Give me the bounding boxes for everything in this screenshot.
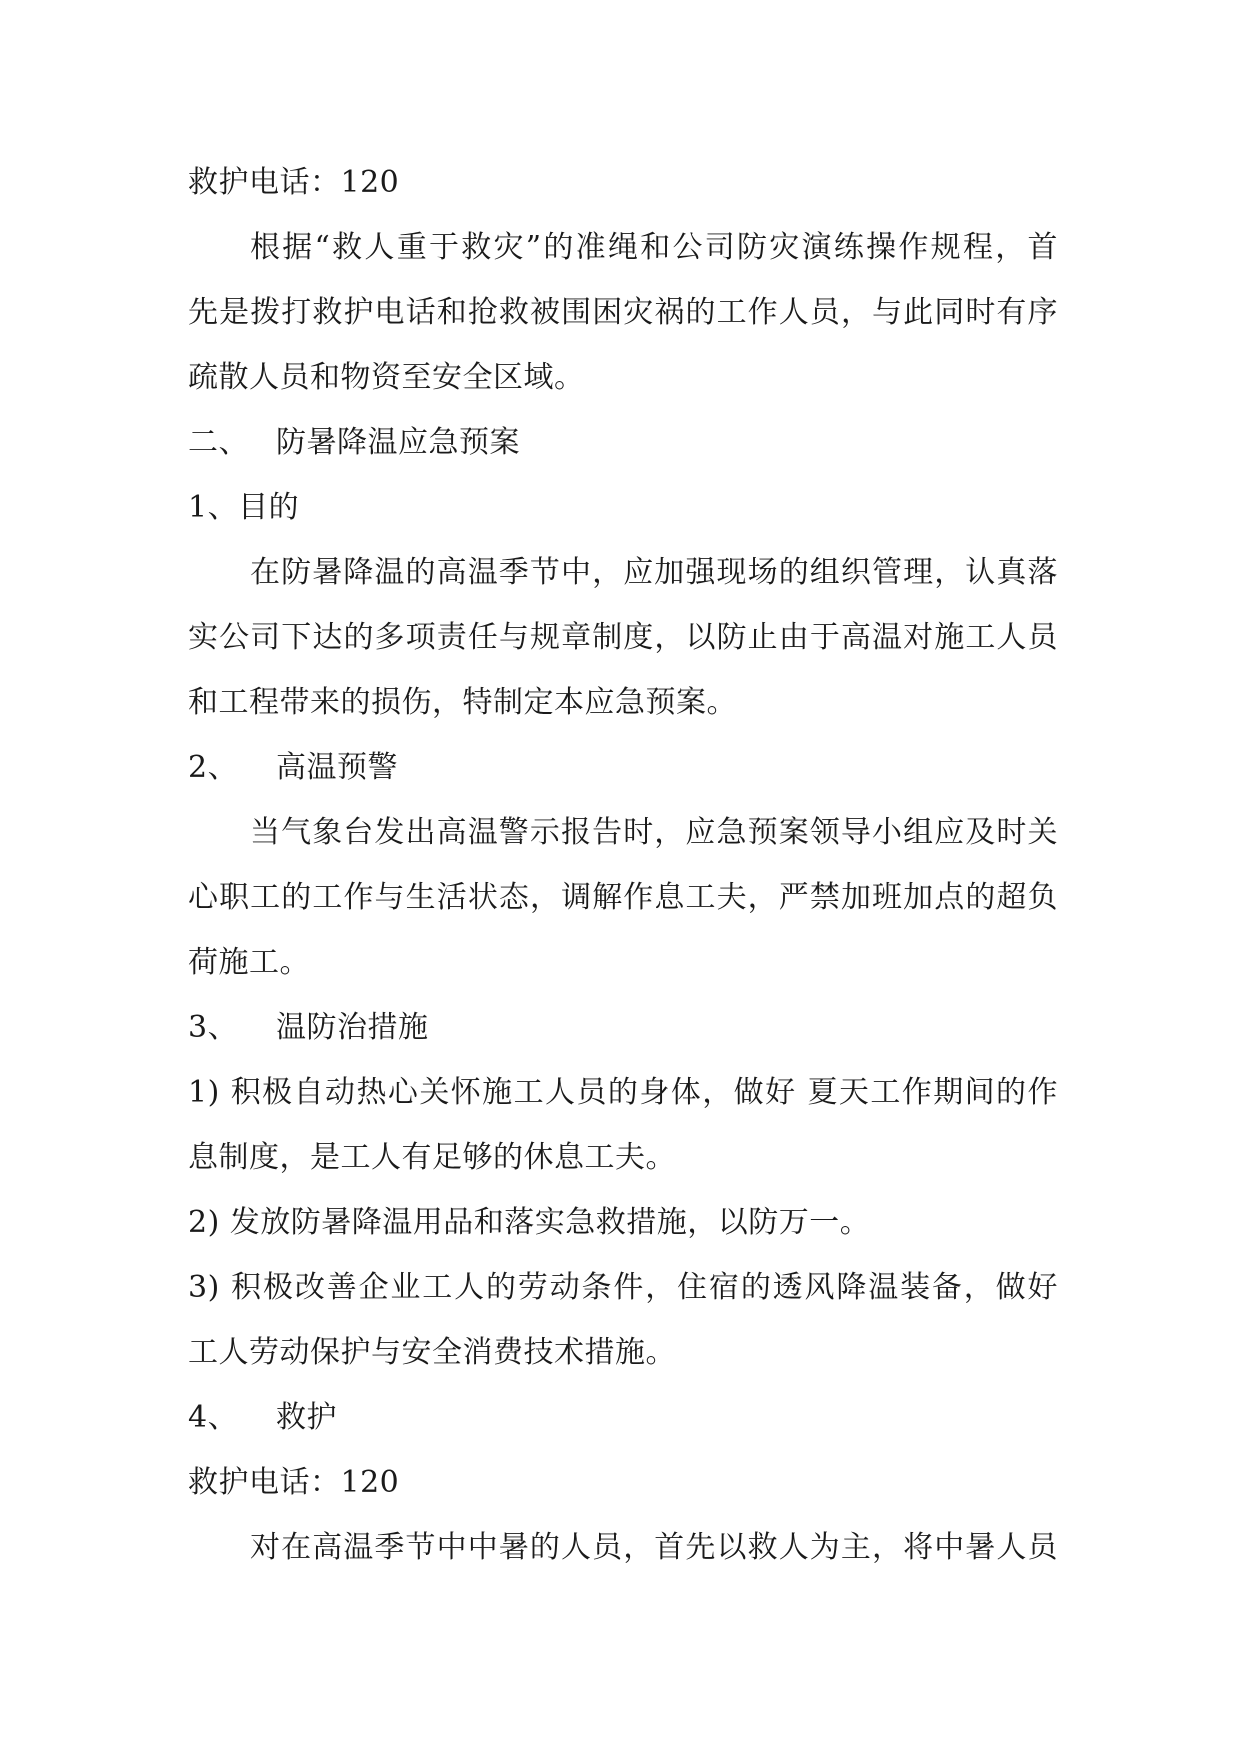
- paragraph-line: 先是拨打救护电话和抢救被围困灾祸的工作人员，与此同时有序: [188, 295, 1058, 330]
- paragraph-line: 和工程带来的损伤，特制定本应急预案。: [188, 685, 737, 720]
- list-item-number: 1): [188, 1075, 220, 1110]
- list-item-text: 积极自动热心关怀施工人员的身体，做好 夏天工作期间的作: [229, 1075, 1058, 1110]
- section-title: 防暑降温应急预案: [276, 425, 520, 460]
- paragraph-line: 当气象台发出高温警示报告时，应急预案领导小组应及时关: [250, 815, 1058, 850]
- subsection-number: 4、: [188, 1400, 239, 1435]
- list-item: [188, 1060, 1058, 1125]
- subsection-title: 温防治措施: [276, 1010, 429, 1045]
- subsection-title: 高温预警: [276, 750, 398, 785]
- section-number: 二、: [188, 425, 249, 460]
- paragraph-line: 心职工的工作与生活状态，调解作息工夫，严禁加班加点的超负: [188, 880, 1058, 915]
- rescue-phone-line: 救护电话：120: [188, 165, 400, 200]
- paragraph-line: 实公司下达的多项责任与规章制度，以防止由于高温对施工人员: [188, 620, 1058, 655]
- subsection-title: 救护: [276, 1400, 337, 1435]
- list-item-number: 2): [188, 1205, 220, 1240]
- paragraph-line: 疏散人员和物资至安全区域。: [188, 360, 585, 395]
- rescue-phone-line: 救护电话：120: [188, 1465, 400, 1500]
- list-item-text: 发放防暑降温用品和落实急救措施，以防万一。: [229, 1205, 871, 1240]
- subsection-number: 2、: [188, 750, 239, 785]
- paragraph-line: 对在高温季节中中暑的人员，首先以救人为主，将中暑人员: [250, 1530, 1058, 1565]
- list-item: [188, 1255, 1058, 1320]
- list-item-text: 积极改善企业工人的劳动条件，住宿的透风降温装备，做好: [229, 1270, 1058, 1305]
- paragraph-line: 在防暑降温的高温季节中，应加强现场的组织管理，认真落: [250, 555, 1058, 590]
- list-item-number: 3): [188, 1270, 220, 1305]
- subsection-heading: [188, 1385, 1058, 1450]
- subsection-heading: [188, 735, 1058, 800]
- paragraph-line: 荷施工。: [188, 945, 310, 980]
- list-item-continuation: 息制度，是工人有足够的休息工夫。: [188, 1140, 676, 1175]
- document-body: [188, 150, 1058, 1580]
- subsection-heading: 1、目的: [188, 490, 300, 525]
- paragraph-line: 根据“救人重于救灾”的准绳和公司防灾演练操作规程，首: [250, 230, 1058, 265]
- subsection-number: 3、: [188, 1010, 239, 1045]
- list-item-continuation: 工人劳动保护与安全消费技术措施。: [188, 1335, 676, 1370]
- section-heading: [188, 410, 1058, 475]
- subsection-heading: [188, 995, 1058, 1060]
- list-item: [188, 1190, 1058, 1255]
